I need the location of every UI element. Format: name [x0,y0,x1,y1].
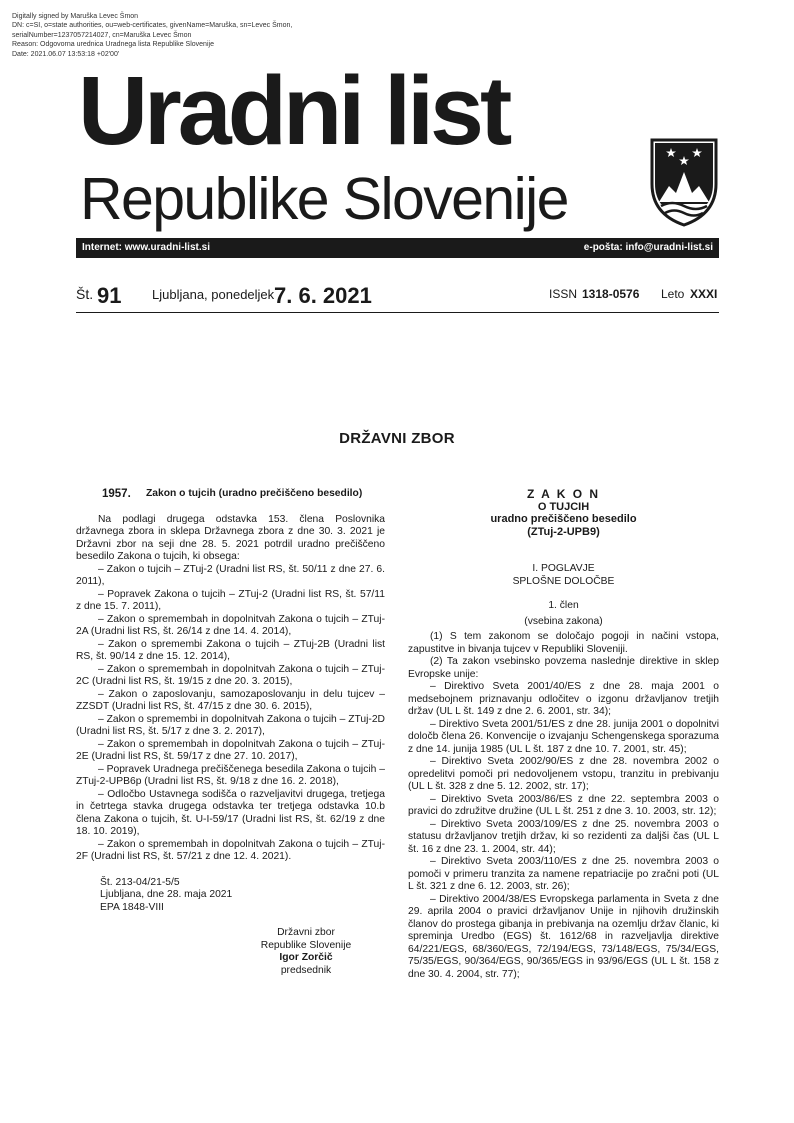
signatory [76,927,386,977]
law-code: (ZTuj-2-UPB9) [527,525,600,538]
issn-label: ISSN [549,287,578,301]
directive-item: – Direktivo Sveta 2003/109/ES z dne 25. novembra 2003 o statusu državljanov tretjih držav, ki so rezidenti za daljši čas (UL L št. 16 z dne 23. 1. 2004, str. 44); [408,818,719,855]
law-paragraph: (2) Ta zakon vsebinsko povzema naslednje direktive in sklep Evropske unije: [408,656,719,680]
masthead-subtitle: Republike Slovenije [80,166,568,232]
signature-line: Reason: Odgovorna urednica Uradnega lista Republike Slovenije [12,41,214,49]
year-label: Leto [661,287,685,301]
intro-paragraph: Na podlagi drugega odstavka 153. člena Poslovnika državnega zbora in sklepa Državnega zbora z dne 30. 3. 2021 je Državni zbor na seji dne 28. 5. 2021 potrdil uradno prečiščeno besedilo Zakona o tujcih, ki obsega: [76,513,385,562]
signatory-name: Igor Zorčič [279,952,333,963]
digital-signature-block [12,12,292,59]
right-column [408,488,719,981]
year-number: XXXI [690,287,718,301]
signature-line: serialNumber=1237057214027, cn=Maruška Levec Šmon [12,31,192,39]
directive-item: – Direktivo 2004/38/ES Evropskega parlamenta in Sveta z dne 29. aprila 2004 o pravici državljanov Unije in njihovih družinskih članov do prostega gibanja in prebivanja na ozemlju držav članic, ki spreminja Uredbo (EGS) št. 1612/68 in razveljavlja direktive 64/221/EGS, 68/360/EGS, 72/194/EGS, 73/148/EGS, 75/34/EGS, 75/35/EGS, 90/364/EGS, 90/365/EGS in 93/96/EGS (UL L št. 158 z dne 30. 4. 2004, str. 77); [408,893,719,980]
amendment-item: – Zakon o spremembah in dopolnitvah Zakona o tujcih – ZTuj-2C (Uradni list RS, št. 19/15 z dne 20. 3. 2015), [76,663,385,687]
article-clen-number: 1. člen [548,600,579,611]
law-subtitle: uradno prečiščeno besedilo [490,513,637,525]
amendment-item: – Odločbo Ustavnega sodišča o razveljavitvi drugega, tretjega in četrtega stavka drugega odstavka ter tretjega odstavka 10.b člena Zakona o tujcih, št. U-I-59/17 (Uradni list RS, št. 62/19 z dne 18. 10. 2019), [76,788,385,837]
amendment-item: – Zakon o spremembi Zakona o tujcih – ZTuj-2B (Uradni list RS, št. 90/14 z dne 15. 12. 2014), [76,638,385,662]
amendment-item: – Zakon o tujcih – ZTuj-2 (Uradni list RS, št. 50/11 z dne 27. 6. 2011), [76,563,385,587]
amendment-item: – Zakon o spremembah in dopolnitvah Zakona o tujcih – ZTuj-2E (Uradni list RS, št. 59/17 z dne 27. 10. 2017), [76,738,385,762]
issn-number: 1318-0576 [582,287,640,301]
directive-item: – Direktivo Sveta 2002/90/ES z dne 28. novembra 2002 o opredelitvi pomoči pri nedovoljenem vstopu, tranzitu in prebivanju (UL L št. 328 z dne 5. 12. 2002, str. 17); [408,756,719,792]
law-paragraph: (1) S tem zakonom se določajo pogoji in načini vstopa, zapustitve in bivanja tujcev v Republiki Sloveniji. [408,631,719,655]
signature-line: DN: c=SI, o=state authorities, ou=web-certificates, givenName=Maruška, sn=Levec Šmon, [12,22,293,30]
masthead-title: Uradni list [78,56,509,165]
directive-item: – Direktivo Sveta 2003/110/ES z dne 25. novembra 2003 o pomoči v primeru tranzita za namene repatriacije po zračni poti (UL L št. 321 z dne 6. 12. 2003, str. 26); [408,856,719,892]
directive-item: – Direktivo Sveta 2003/86/ES z dne 22. septembra 2003 o pravici do združitve družine (UL L št. 251 z dne 3. 10. 2003, str. 12); [408,793,719,817]
signature-line: Digitally signed by Maruška Levec Šmon [12,13,139,20]
reference-number: Št. 213-04/21-5/5 [100,876,180,888]
signatory-org: Državni zbor [277,927,335,938]
email-link[interactable]: e-pošta: info@uradni-list.si [583,242,713,253]
signatory-org-2: Republike Slovenije [260,939,352,951]
law-name: O TUJCIH [537,500,590,513]
article-clen-title: (vsebina zakona) [524,615,603,627]
issue-number-label: Št. [76,286,94,302]
header-rule [76,312,719,313]
issue-info [76,283,719,313]
article-number: 1957. [102,488,131,500]
chapter-title: I. POGLAVJE [532,563,595,574]
article-header [76,488,385,501]
issue-date: 7. 6. 2021 [274,283,372,308]
directive-item: – Direktivo Sveta 2001/40/ES z dne 28. maja 2001 o medsebojnem priznavanju odločitev o izgonu državljanov tretjih držav (UL L št. 149 z dne 2. 6. 2001, str. 34); [408,681,719,717]
amendment-item: – Popravek Zakona o tujcih – ZTuj-2 (Uradni list RS, št. 57/11 z dne 15. 7. 2011), [76,588,385,612]
signature-line: Date: 2021.06.07 13:53:18 +02'00' [12,50,120,58]
signatory-role: predsednik [280,964,332,976]
coat-of-arms-icon [649,136,719,228]
law-title: Z A K O N [526,487,601,501]
directive-item: – Direktivo Sveta 2001/51/ES z dne 28. junija 2001 o dopolnitvi določb člena 26. Konvencije o izvajanju Schengenskega sporazuma z dne 14. junija 1985 (UL L št. 187 z dne 10. 7. 2001, str. 45); [408,718,719,755]
article-title: Zakon o tujcih (uradno prečiščeno besedilo) [146,488,363,499]
closing-refs [76,877,385,915]
contact-bar [76,238,719,258]
amendment-item: – Zakon o spremembah in dopolnitvah Zakona o tujcih – ZTuj-2A (Uradni list RS, št. 26/14 z dne 14. 4. 2014), [76,613,385,637]
amendment-item: – Zakon o zaposlovanju, samozaposlovanju in delu tujcev – ZZSDT (Uradni list RS, št. 47/15 z dne 30. 6. 2015), [76,688,385,712]
amendment-item: – Popravek Uradnega prečiščenega besedila Zakona o tujcih – ZTuj-2-UPB6p (Uradni list RS, št. 9/18 z dne 16. 2. 2018), [76,763,385,787]
internet-link[interactable]: Internet: www.uradni-list.si [82,242,210,253]
chapter-name: SPLOŠNE DOLOČBE [512,575,615,587]
issue-number: 91 [97,283,122,308]
closing-place-date: Ljubljana, dne 28. maja 2021 [100,889,233,900]
left-column [76,488,385,977]
amendment-item: – Zakon o spremembah in dopolnitvah Zakona o tujcih – ZTuj-2F (Uradni list RS, št. 57/21 z dne 12. 4. 2021). [76,838,385,862]
issue-place-day: Ljubljana, ponedeljek [152,287,275,302]
epa-number: EPA 1848-VIII [100,901,164,913]
amendment-item: – Zakon o spremembi in dopolnitvah Zakona o tujcih – ZTuj-2D (Uradni list RS, št. 5/17 z dne 3. 2. 2017), [76,713,385,737]
section-title: DRŽAVNI ZBOR [339,430,455,447]
